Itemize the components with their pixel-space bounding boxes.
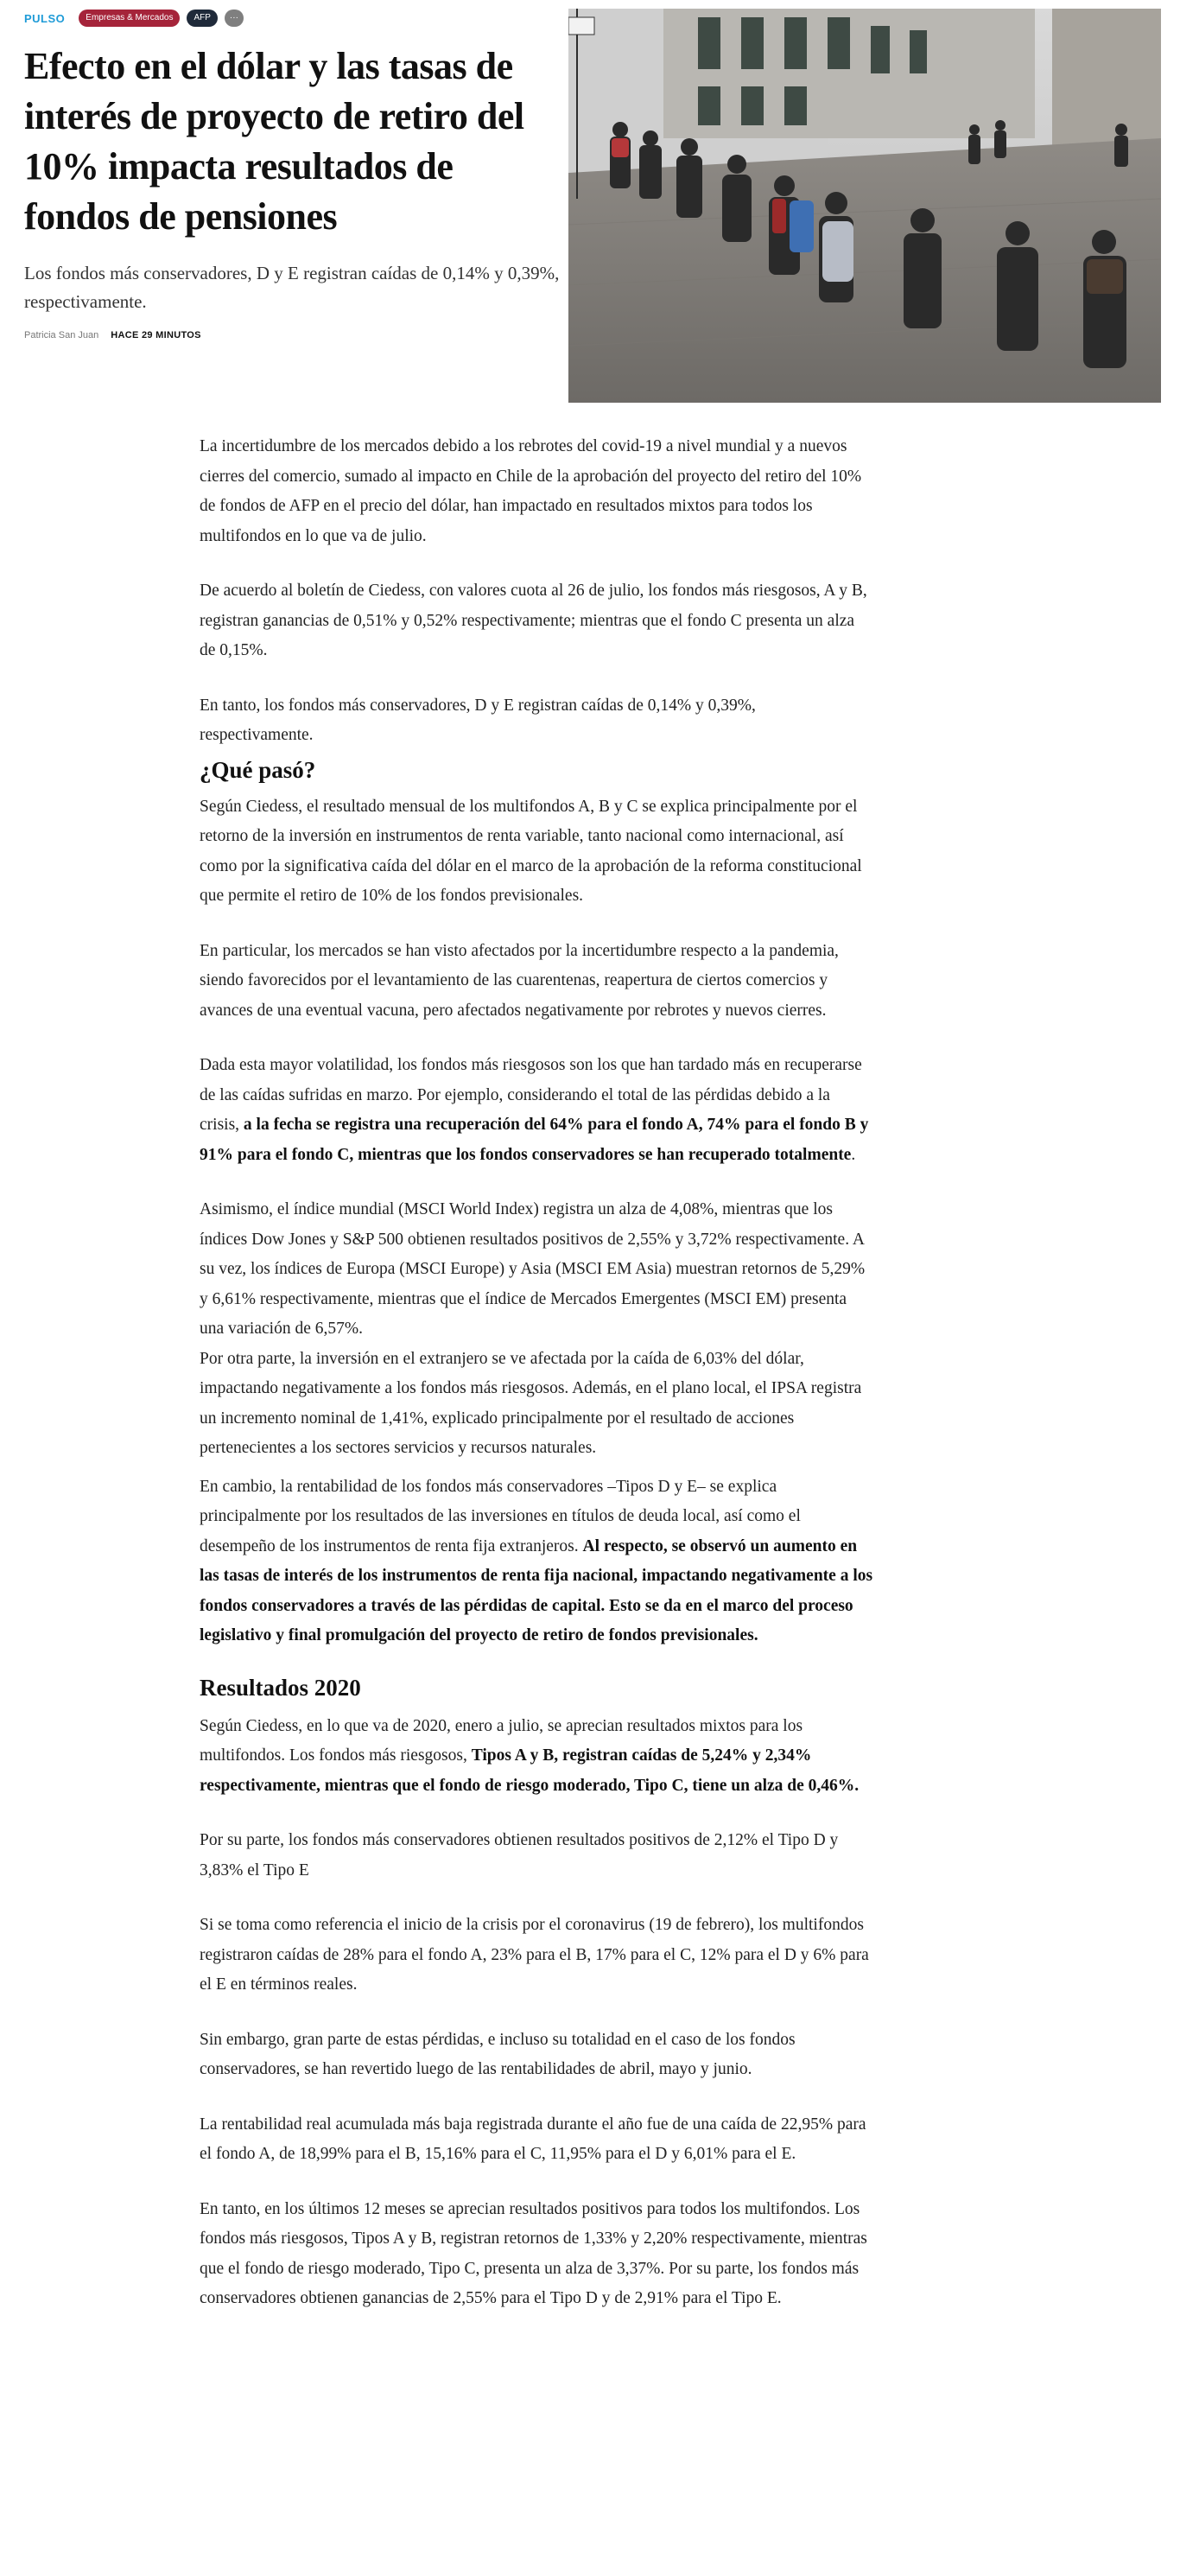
paragraph — [200, 1051, 873, 1170]
paragraph: La rentabilidad real acumulada más baja registrada durante el año fue de una caída de 22,95% para el fondo A, de 18,99% para el B, 15,16% para el C, 11,95% para el D y 6,01% para el E. — [200, 2115, 866, 2163]
paragraph: Por otra parte, la inversión en el extranjero se ve afectada por la caída de 6,03% del dólar, impactando negativamente a los fondos más riesgosos. Además, en el plano local, el IPSA registra un incremento nominal de 1,41%, explicado principalmente por el resultado de acciones pertenecientes a los sectores servicios y recursos naturales. — [200, 1349, 862, 1457]
publish-time: HACE 29 MINUTOS — [111, 330, 201, 340]
text-run: Según Ciedess, en lo que va de 2020, enero a julio, se aprecian resultados mixtos para los multifondos. Los fondos más riesgosos, — [200, 1716, 803, 1765]
paragraph: La incertidumbre de los mercados debido a los rebrotes del covid-19 a nivel mundial y a nuevos cierres del comercio, sumado al impacto en Chile de la aprobación del proyecto del retiro del 10% de fondos de AFP en el precio del dólar, han impactado en resultados mixtos para todos los multifondos en lo que va de julio. — [200, 437, 862, 545]
byline — [24, 330, 201, 340]
tag-empresas-mercados[interactable]: Empresas & Mercados — [79, 10, 180, 27]
more-dots-icon: ··· — [229, 13, 238, 22]
subheading-resultados-2020: Resultados 2020 — [200, 1674, 361, 1701]
text-run: Dada esta mayor volatilidad, los fondos más riesgosos son los que han tardado más en recuperarse de las caídas sufridas en marzo. Por ejemplo, considerando el total de las pérdidas debido a la crisis, — [200, 1056, 862, 1134]
paragraph: Por su parte, los fondos más conservadores obtienen resultados positivos de 2,12% el Tipo D y 3,83% el Tipo E — [200, 1831, 839, 1880]
paragraph: Sin embargo, gran parte de estas pérdidas, e incluso su totalidad en el caso de los fondos conservadores, se han revertido luego de las rentabilidades de abril, mayo y junio. — [200, 2030, 796, 2078]
article-title: Efecto en el dólar y las tasas de interés de proyecto de retiro del 10% impacta resultados de fondos de pensiones — [24, 45, 524, 238]
paragraph — [200, 1472, 873, 1651]
article-subtitle: Los fondos más conservadores, D y E registran caídas de 0,14% y 0,39%, respectivamente. — [24, 263, 560, 312]
paragraph: Según Ciedess, el resultado mensual de los multifondos A, B y C se explica principalmente por el retorno de la inversión en instrumentos de renta variable, tanto nacional como internacional, así como por la significativa caída del dólar en el marco de la aprobación de la reforma constitucional que permite el retiro de 10% de los fondos previsionales. — [200, 797, 862, 905]
paragraph: Asimismo, el índice mundial (MSCI World Index) registra un alza de 4,08%, mientras que los índices Dow Jones y S&P 500 obtienen resultados positivos de 2,55% y 3,72% respectivamente. A su vez, los índices de Europa (MSCI Europe) y Asia (MSCI EM Asia) muestran retornos de 5,29% y 6,61% respectivamente, mientras que el índice de Mercados Emergentes (MSCI EM) presenta una variación de 6,57%. — [200, 1200, 866, 1338]
article-body — [200, 432, 873, 2314]
paragraph: Si se toma como referencia el inicio de la crisis por el coronavirus (19 de febrero), los multifondos registraron caídas de 28% para el fondo A, 23% para el B, 17% para el C, 12% para el D y 6% para el E en términos reales. — [200, 1916, 869, 1994]
author-link[interactable]: Patricia San Juan — [24, 330, 99, 340]
tag-bar — [24, 9, 244, 28]
text-run: . — [851, 1145, 856, 1164]
subheading-que-paso: ¿Qué pasó? — [200, 756, 316, 783]
paragraph: De acuerdo al boletín de Ciedess, con valores cuota al 26 de julio, los fondos más riesgosos, A y B, registran ganancias de 0,51% y 0,52% respectivamente; mientras que el fondo C presenta un alza de 0,15%. — [200, 582, 867, 659]
tag-afp[interactable]: AFP — [187, 10, 217, 27]
paragraph: En particular, los mercados se han visto afectados por la incertidumbre respecto a la pandemia, siendo favorecidos por el levantamiento de las cuarentenas, reapertura de ciertos comercios y avances de una eventual vacuna, pero afectados negativamente por rebrotes y nuevos cierres. — [200, 941, 839, 1020]
text-run: En cambio, la rentabilidad de los fondos más conservadores –Tipos D y E– se explica principalmente por los resultados de las inversiones en títulos de deuda local, así como el desempeño de los instrumentos de renta fija extranjeros. — [200, 1477, 801, 1555]
hero-photo — [568, 9, 1161, 403]
bold-text-run: Tipos A y B, registran caídas de 5,24% y 2,34% respectivamente, mientras que el fondo de riesgo moderado, Tipo C, tiene un alza de 0,46%. — [200, 1746, 860, 1795]
paragraph — [200, 1712, 873, 1802]
section-link[interactable]: PULSO — [24, 11, 66, 25]
paragraph: En tanto, en los últimos 12 meses se aprecian resultados positivos para todos los multifondos. Los fondos más riesgosos, Tipos A y B, registran retornos de 1,33% y 2,20% respectivamente, mientras que el fondo de riesgo moderado, Tipo C, presenta un alza de 3,37%. Por su parte, los fondos más conservadores obtienen ganancias de 2,55% para el Tipo D y de 2,91% para el Tipo E. — [200, 2199, 867, 2307]
bold-text-run: a la fecha se registra una recuperación del 64% para el fondo A, 74% para el fondo B y 91% para el fondo C, mientras que los fondos conservadores se han recuperado totalmente — [200, 1116, 869, 1164]
article-header — [0, 0, 1180, 406]
bold-text-run: Al respecto, se observó un aumento en las tasas de interés de los instrumentos de renta fija nacional, impactando negativamente a los fondos conservadores a través de las pérdidas de capital. Esto se da en el marco del proceso legislativo y final promulgación del proyecto de retiro de fondos previsionales. — [200, 1536, 873, 1644]
more-tags-button[interactable] — [225, 10, 244, 27]
paragraph: En tanto, los fondos más conservadores, D y E registran caídas de 0,14% y 0,39%, respectivamente. — [200, 696, 756, 744]
